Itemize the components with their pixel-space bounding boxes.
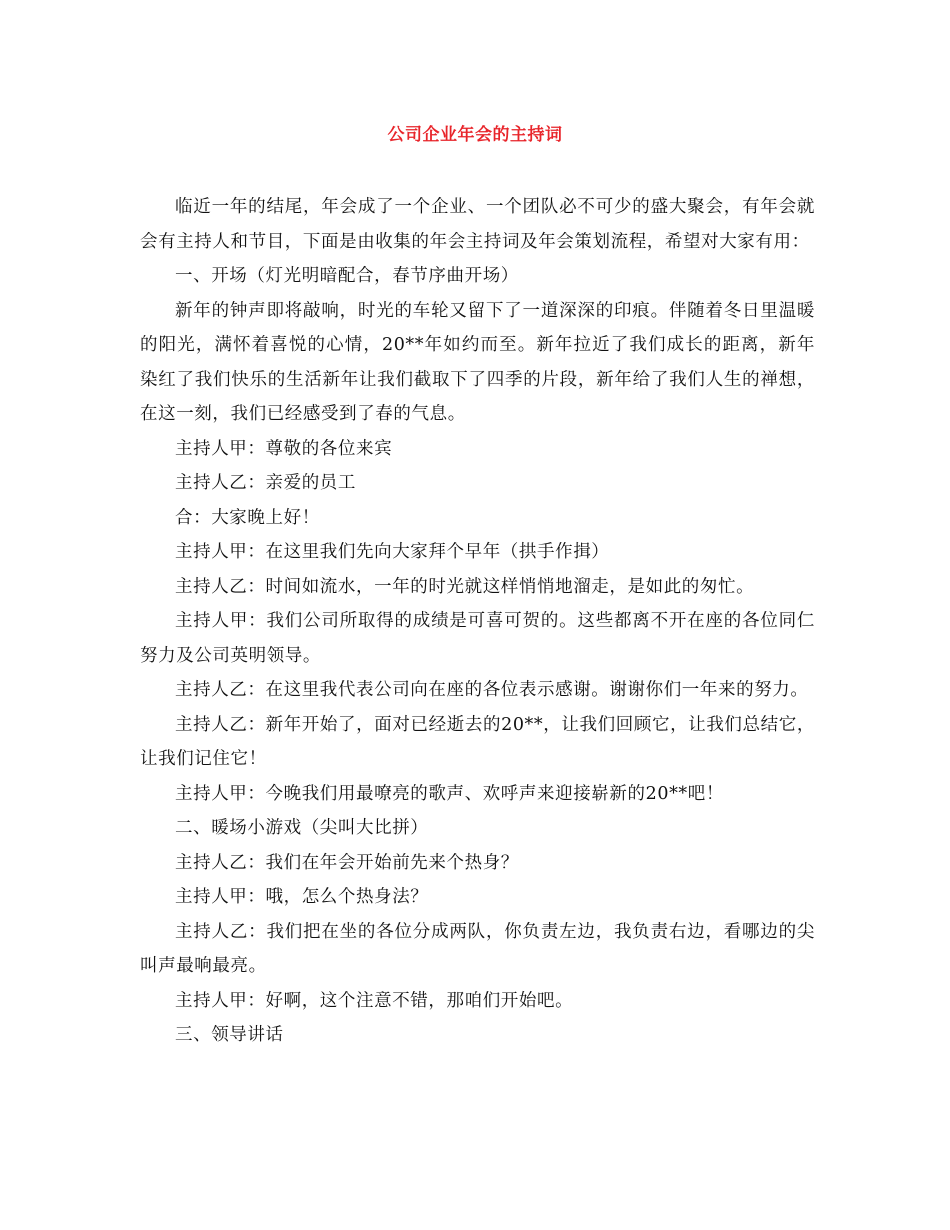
- paragraph-intro: 临近一年的结尾，年会成了一个企业、一个团队必不可少的盛大聚会，有年会就会有主持人和节目，下面是由收集的年会主持词及年会策划流程，希望对大家有用：: [140, 197, 815, 252]
- section-heading-opening: 一、开场（灯光明暗配合，春节序曲开场）: [175, 266, 519, 286]
- document-title: 公司企业年会的主持词: [387, 125, 563, 145]
- dialogue-line: 主持人甲：哦，怎么个热身法？: [175, 887, 429, 907]
- dialogue-line: 合：大家晚上好！: [175, 507, 320, 528]
- dialogue-line: 主持人乙：新年开始了，面对已经逝去的20**，让我们回顾它，让我们总结它，让我们记住它！: [140, 714, 815, 769]
- dialogue-line: 主持人乙：时间如流水，一年的时光就这样悄悄地溜走，是如此的匆忙。: [175, 576, 755, 597]
- dialogue-line: 主持人甲：尊敬的各位来宾: [175, 438, 393, 459]
- section-heading-warmup-game: 二、暖场小游戏（尖叫大比拼）: [175, 818, 429, 838]
- dialogue-line: 主持人甲：我们公司所取得的成绩是可喜可贺的。这些都离不开在座的各位同仁努力及公司英明领导。: [140, 611, 815, 666]
- dialogue-line: 主持人甲：在这里我们先向大家拜个早年（拱手作揖）: [175, 542, 610, 562]
- document-body: [140, 190, 815, 1053]
- dialogue-line: 主持人甲：今晚我们用最嘹亮的歌声、欢呼声来迎接崭新的20**吧！: [175, 783, 724, 804]
- dialogue-line: 主持人乙：我们在年会开始前先来个热身？: [175, 852, 519, 873]
- dialogue-line: 主持人乙：在这里我代表公司向在座的各位表示感谢。谢谢你们一年来的努力。: [175, 680, 809, 700]
- dialogue-line: 主持人乙：我们把在坐的各位分成两队，你负责左边，我负责右边，看哪边的尖叫声最响最亮。: [140, 921, 815, 976]
- paragraph-new-year: 新年的钟声即将敲响，时光的车轮又留下了一道深深的印痕。伴随着冬日里温暖的阳光，满怀着喜悦的心情，20**年如约而至。新年拉近了我们成长的距离，新年染红了我们快乐的生活新年让我们截取下了四季的片段，新年给了我们人生的禅想，在这一刻，我们已经感受到了春的气息。: [140, 300, 815, 424]
- section-heading-leader-speech: 三、领导讲话: [175, 1025, 284, 1045]
- dialogue-line: 主持人乙：亲爱的员工: [175, 473, 356, 493]
- dialogue-line: 主持人甲：好啊，这个注意不错，那咱们开始吧。: [175, 990, 574, 1011]
